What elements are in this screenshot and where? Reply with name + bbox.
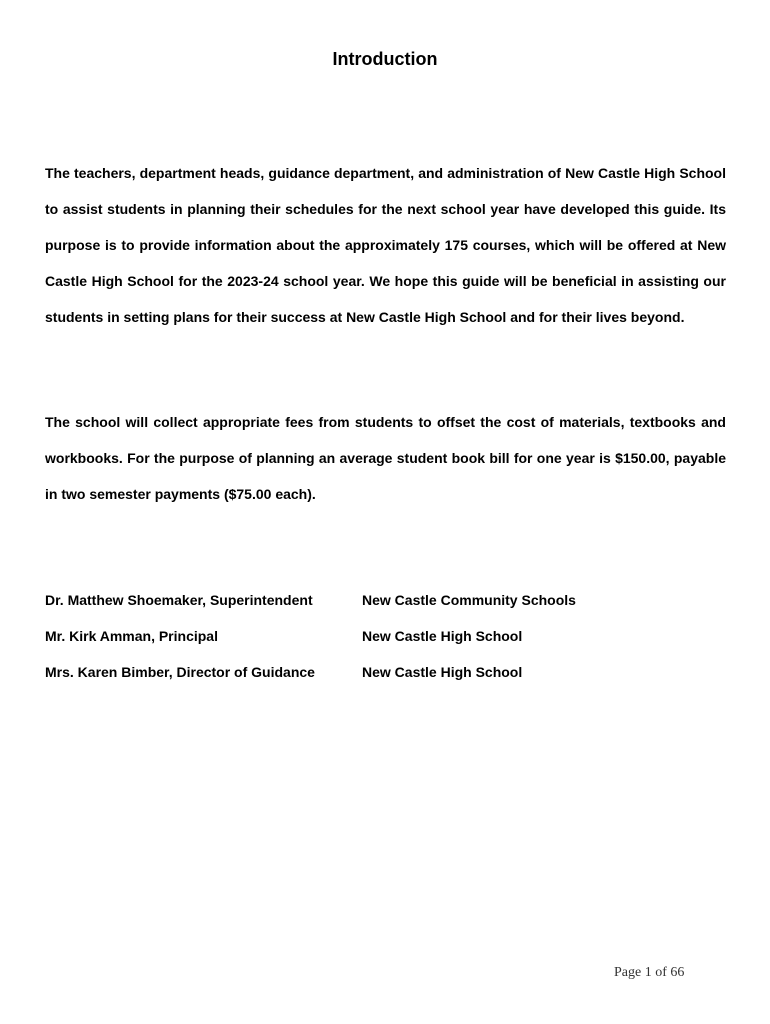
fees-paragraph: The school will collect appropriate fees from students to offset the cost of materials, textbooks and workbooks. For the purpose of planning an average student book bill for one year is $150.00, payable in two semester payments ($75.00 each). <box>45 414 726 502</box>
intro-paragraph: The teachers, department heads, guidance department, and administration of New Castle High School to assist students in planning their schedules for the next school year have developed this guide. Its purpose is to provide information about the approximately 175 courses, which will be offered at New Castle High School for the 2023-24 school year. We hope this guide will be beneficial in assisting our students in setting plans for their success at New Castle High School and for their lives beyond. <box>45 165 726 325</box>
signatory-row <box>45 582 726 618</box>
signatory-name: Mrs. Karen Bimber, Director of Guidance <box>45 664 315 680</box>
signatory-row <box>45 618 726 654</box>
signatory-row <box>45 654 726 690</box>
signatory-organization: New Castle High School <box>362 628 523 644</box>
signatory-organization: New Castle Community Schools <box>362 592 576 608</box>
page-title: Introduction <box>332 49 438 69</box>
signatory-name: Dr. Matthew Shoemaker, Superintendent <box>45 592 313 608</box>
page-number-footer: Page 1 of 66 <box>614 965 685 980</box>
signatory-organization: New Castle High School <box>362 664 523 680</box>
signatories-list <box>45 582 726 690</box>
signatory-name: Mr. Kirk Amman, Principal <box>45 628 218 644</box>
